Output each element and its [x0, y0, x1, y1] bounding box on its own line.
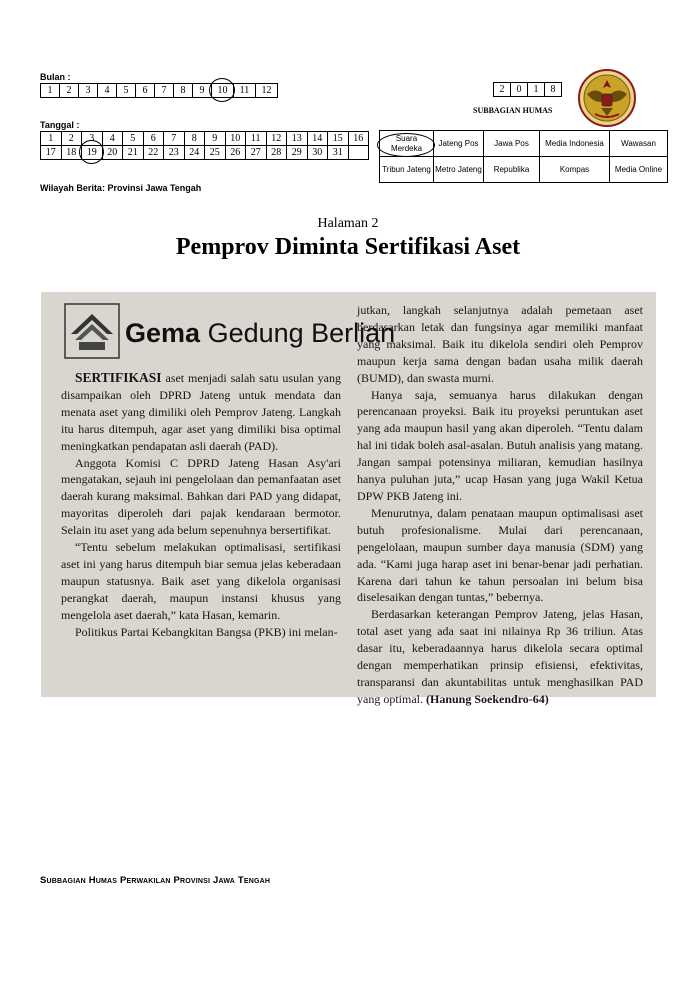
day-cell-30: 30: [307, 146, 328, 160]
building-logo-icon: [65, 304, 119, 358]
day-cell-3: 3: [82, 132, 103, 146]
article-paragraph: [61, 370, 341, 455]
article-byline: (Hanung Soekendro-64): [426, 691, 549, 706]
day-cell-13: 13: [287, 132, 308, 146]
day-cell-20: 20: [102, 146, 123, 160]
media-cell-media-online: Media Online: [610, 157, 668, 183]
month-cell-2: 2: [60, 84, 79, 98]
day-cell-9: 9: [205, 132, 226, 146]
article-column-left: [61, 370, 341, 641]
article-paragraph-text: aset menjadi salah satu usulan yang disampaikan oleh DPRD Jateng untuk mendata dan menata aset yang dimiliki oleh Pemprov Jateng. Langkah itu harus ditempuh, agar aset yang dimiliki bisa optimal meningkatkan pendapatan asli daerah (PAD).: [61, 371, 341, 453]
day-cell-11: 11: [246, 132, 267, 146]
tanggal-label: Tanggal :: [40, 120, 80, 130]
media-cell-wawasan: Wawasan: [610, 131, 668, 157]
day-cell-19: 19: [82, 146, 103, 160]
day-cell-15: 15: [328, 132, 349, 146]
day-cell-4: 4: [102, 132, 123, 146]
wilayah-berita: Wilayah Berita: Provinsi Jawa Tengah: [40, 183, 202, 193]
subbagian-humas-label: SUBBAGIAN HUMAS: [473, 106, 553, 115]
footer-text: Subbagian Humas Perwakilan Provinsi Jawa Tengah: [40, 875, 271, 886]
year-grid: [493, 82, 562, 97]
column-header: [61, 300, 396, 362]
day-cell-27: 27: [246, 146, 267, 160]
month-cell-4: 4: [98, 84, 117, 98]
media-cell-kompas: Kompas: [540, 157, 610, 183]
day-cell-empty: [348, 146, 369, 160]
day-cell-28: 28: [266, 146, 287, 160]
day-cell-23: 23: [164, 146, 185, 160]
day-cell-21: 21: [123, 146, 144, 160]
article-lead-word: SERTIFIKASI: [75, 370, 162, 385]
day-cell-29: 29: [287, 146, 308, 160]
month-cell-1: 1: [41, 84, 60, 98]
media-cell-metro-jateng: Metro Jateng: [434, 157, 484, 183]
month-cell-11: 11: [234, 84, 256, 98]
day-cell-14: 14: [307, 132, 328, 146]
media-cell-republika: Republika: [484, 157, 540, 183]
media-table: [379, 130, 668, 183]
newspaper-clipping: [41, 292, 656, 706]
day-cell-18: 18: [61, 146, 82, 160]
day-cell-1: 1: [41, 132, 62, 146]
day-grid: [40, 131, 369, 160]
month-cell-10: 10: [212, 84, 234, 98]
column-title: [125, 318, 395, 349]
article-paragraph: Hanya saja, semuanya harus dilakukan dengan perencanaan proyeksi. Baik itu proyeksi peruntukan aset yang ada maupun hasil yang akan diperoleh. “Tentu dalam hal ini tidak boleh asal-asalan. Butuh analisis yang matang. Jangan sampai potensinya miliaran, kemudian hasilnya hanya puluhan juta,” ucap Hasan yang juga Wakil Ketua DPW PKB Jateng ini.: [357, 387, 643, 503]
day-cell-17: 17: [41, 146, 62, 160]
day-cell-25: 25: [205, 146, 226, 160]
day-cell-24: 24: [184, 146, 205, 160]
day-cell-8: 8: [184, 132, 205, 146]
article-paragraph: Politikus Partai Kebangkitan Bangsa (PKB) ini melan-: [75, 624, 338, 639]
article-paragraph: jutkan, langkah selanjutnya adalah pemetaan aset berdasarkan letak dan fungsinya agar memiliki manfaat yang maksimal. Baik itu dikelola sendiri oleh Pemprov maupun kerja sama dengan badan usaha milik daerah (BUMD), dan swasta murni.: [357, 303, 643, 385]
year-digit-cell: 1: [528, 83, 545, 97]
article-paragraph: Anggota Komisi C DPRD Jateng Hasan Asy'ari mengatakan, sejauh ini pengelolaan dan pemanfaatan aset daerah kurang maksimal. Bahkan dari PAD yang didapat, mayoritas diperoleh dari pajak kendaraan bermotor. Selain itu aset yang ada belum sepenuhnya bersertifikat.: [61, 455, 341, 538]
day-cell-31: 31: [328, 146, 349, 160]
day-cell-22: 22: [143, 146, 164, 160]
page-number: Halaman 2: [317, 216, 379, 231]
month-cell-7: 7: [155, 84, 174, 98]
year-digit-cell: 0: [511, 83, 528, 97]
media-cell-media-indonesia: Media Indonesia: [540, 131, 610, 157]
article-column-right: [357, 302, 643, 708]
media-cell-jateng-pos: Jateng Pos: [434, 131, 484, 157]
month-grid: [40, 83, 278, 98]
column-title-rest: Gedung Berlian: [207, 318, 396, 348]
media-cell-suara-merdeka: Suara Merdeka: [380, 131, 434, 157]
month-cell-6: 6: [136, 84, 155, 98]
month-cell-9: 9: [193, 84, 212, 98]
column-title-bold: Gema: [125, 318, 201, 348]
garuda-emblem-icon: [577, 68, 637, 128]
month-cell-5: 5: [117, 84, 136, 98]
day-cell-12: 12: [266, 132, 287, 146]
month-cell-12: 12: [256, 84, 278, 98]
article-paragraph: Menurutnya, dalam penataan maupun optimalisasi aset butuh profesionalisme. Mulai dari perencanaan, pengelolaan, maupun sumber daya manusia (SDM) yang ada. “Kami juga harap aset ini benar-benar jadi perhatian. Karena dari tahun ke tahun persoalan ini belum bisa diselesaikan dengan tuntas,” bebernya.: [357, 505, 643, 605]
day-cell-2: 2: [61, 132, 82, 146]
article-headline: Pemprov Diminta Sertifikasi Aset: [175, 234, 521, 260]
day-cell-10: 10: [225, 132, 246, 146]
day-cell-7: 7: [164, 132, 185, 146]
bulan-label: Bulan :: [40, 72, 71, 82]
media-cell-jawa-pos: Jawa Pos: [484, 131, 540, 157]
month-cell-8: 8: [174, 84, 193, 98]
day-cell-6: 6: [143, 132, 164, 146]
day-cell-16: 16: [348, 132, 369, 146]
year-digit-cell: 2: [494, 83, 511, 97]
year-digit-cell: 8: [545, 83, 562, 97]
day-cell-26: 26: [225, 146, 246, 160]
media-cell-tribun-jateng: Tribun Jateng: [380, 157, 434, 183]
article-paragraph-text: Berdasarkan keterangan Pemprov Jateng, jelas Hasan, total aset yang ada saat ini nilainya Rp 36 triliun. Atas dasar itu, keberadaannya harus dikelola secara optimal dengan memperhatikan prinsip efisiensi, efektivitas, transparansi dan akuntabilitas untuk menghasilkan PAD yang optimal.: [357, 607, 643, 706]
day-cell-5: 5: [123, 132, 144, 146]
month-cell-3: 3: [79, 84, 98, 98]
article-paragraph: “Tentu sebelum melakukan optimalisasi, sertifikasi aset ini yang harus ditempuh biar semua jelas keberadaan maupun statusnya. Baik aset yang dikelola organisasi perangkat daerah, maupun instansi khusus yang mengelola aset daerah,” kata Hasan, kemarin.: [61, 540, 341, 622]
article-paragraph: [357, 606, 643, 707]
